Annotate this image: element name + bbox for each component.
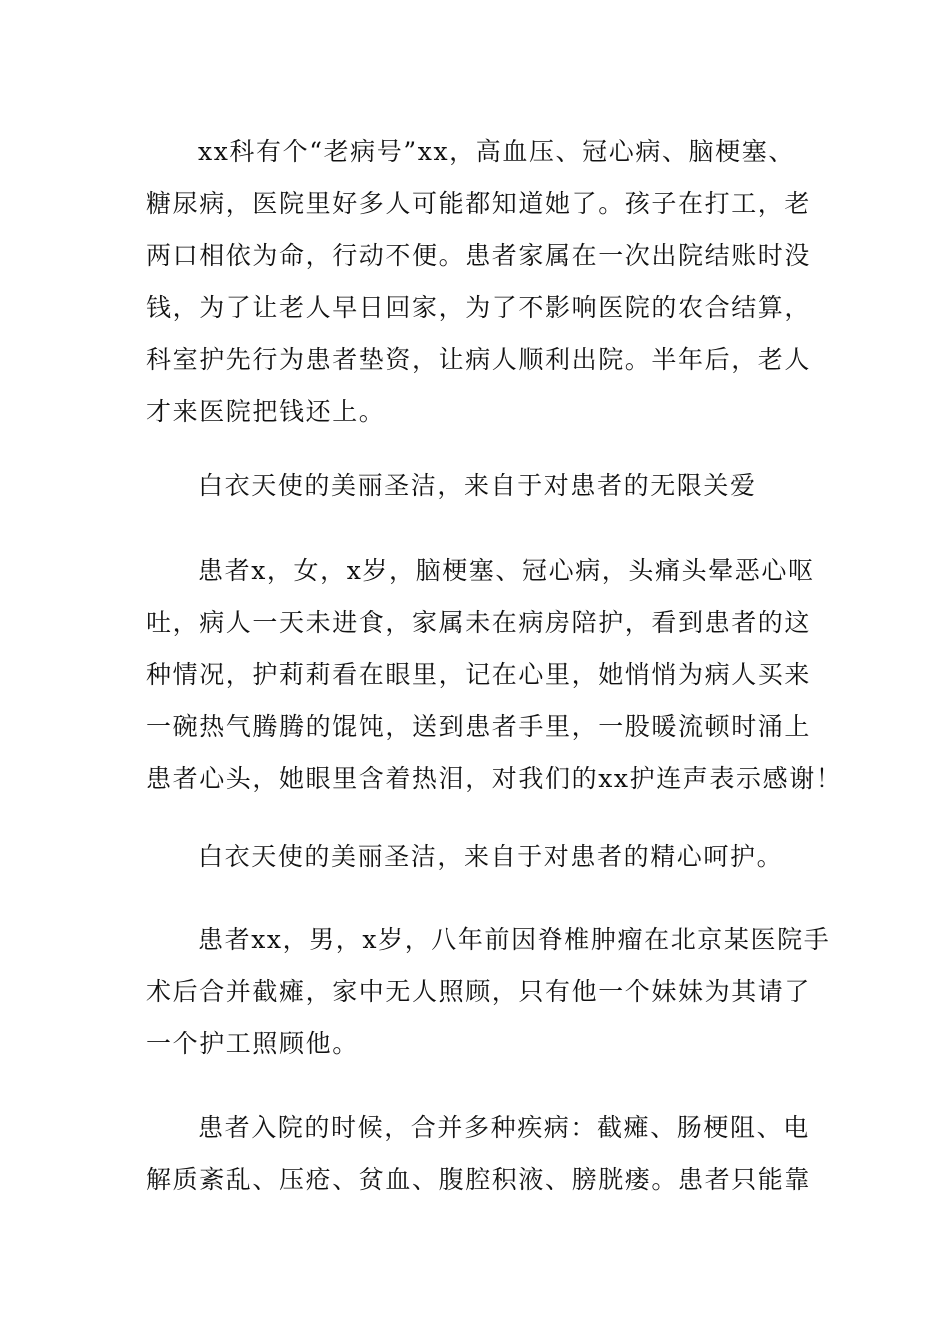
paragraph-male-patient: [146, 914, 831, 1070]
paragraph-female-patient: [146, 545, 843, 805]
heading-line: 白衣天使的美丽圣洁，来自于对患者的精心呵护。: [198, 842, 784, 871]
section-heading-care: [146, 460, 806, 512]
text-line: 一碗热气腾腾的馄饨，送到患者手里，一股暖流顿时涌上: [146, 712, 812, 741]
text-line: 一个护工照顾他。: [146, 1029, 359, 1058]
heading-line: 白衣天使的美丽圣洁，来自于对患者的无限关爱: [198, 471, 757, 500]
text-line: 钱，为了让老人早日回家，为了不影响医院的农合结算，: [146, 293, 812, 322]
text-line: 吐，病人一天未进食，家属未在病房陪护，看到患者的这: [146, 608, 812, 637]
text-line: 种情况，护莉莉看在眼里，记在心里，她悄悄为病人买来: [146, 660, 812, 689]
text-line: 糖尿病，医院里好多人可能都知道她了。孩子在打工，老: [146, 189, 812, 218]
text-line: 患者xx，男，x岁，八年前因脊椎肿瘤在北京某医院手: [198, 925, 831, 954]
text-line: 两口相依为命，行动不便。患者家属在一次出院结账时没: [146, 241, 812, 270]
text-line: 科室护先行为患者垫资，让病人顺利出院。半年后，老人: [146, 345, 812, 374]
text-line: 患者心头，她眼里含着热泪，对我们的xx护连声表示感谢！: [146, 764, 843, 793]
text-line: 才来医院把钱还上。: [146, 397, 386, 426]
paragraph-elderly-patient: [146, 126, 812, 438]
text-line: 患者x，女，x岁，脑梗塞、冠心病，头痛头晕恶心呕: [198, 556, 815, 585]
text-line: 解质紊乱、压疮、贫血、腹腔积液、膀胱瘘。患者只能靠: [146, 1165, 812, 1194]
paragraph-admission: [146, 1102, 812, 1206]
text-line: 术后合并截瘫，家中无人照顾，只有他一个妹妹为其请了: [146, 977, 812, 1006]
text-line: 患者入院的时候，合并多种疾病：截瘫、肠梗阻、电: [198, 1113, 810, 1142]
text-line: xx科有个“老病号”xx，高血压、冠心病、脑梗塞、: [198, 137, 795, 166]
section-heading-nursing: [146, 831, 806, 883]
